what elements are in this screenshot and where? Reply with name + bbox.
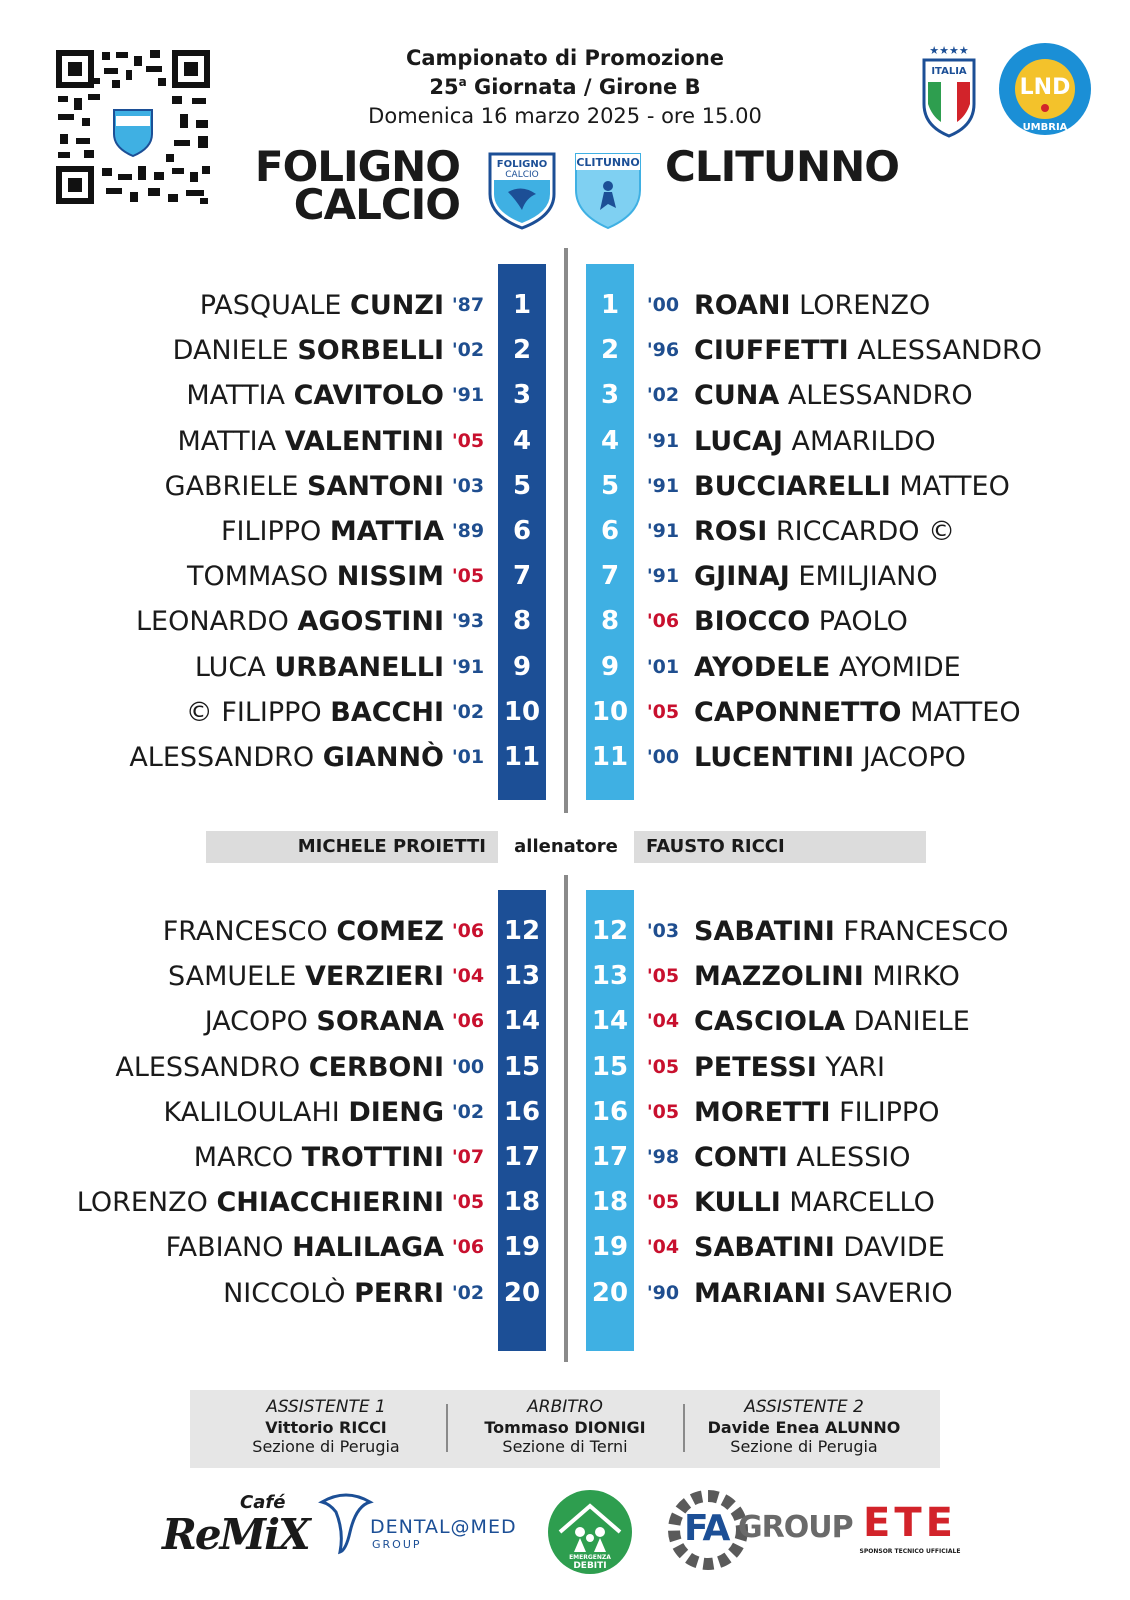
player-last-name: NISSIM <box>336 561 444 592</box>
away-player-number: 2 <box>600 335 620 365</box>
home-player-year: '91 <box>451 384 485 406</box>
sponsor-dentalmed[interactable] <box>316 1488 530 1568</box>
home-player-year: '00 <box>451 1056 485 1078</box>
away-player-year: '03 <box>646 920 680 942</box>
away-player-year: '05 <box>646 1056 680 1078</box>
official-section: Sezione di Perugia <box>252 1437 400 1456</box>
home-player-name <box>187 554 444 599</box>
home-player-name <box>200 283 444 328</box>
player-first-name: TOMMASO <box>186 561 329 592</box>
away-player-year: '06 <box>646 610 680 632</box>
home-player-number: 17 <box>503 1142 541 1172</box>
player-first-name: PAOLO <box>818 606 908 637</box>
player-last-name: GIANNÒ <box>322 742 444 773</box>
player-last-name: CAPONNETTO <box>694 697 902 728</box>
away-player-name <box>694 954 960 999</box>
player-first-name: PASQUALE <box>199 290 342 321</box>
player-last-name: VERZIERI <box>304 961 444 992</box>
home-player-number: 2 <box>512 335 532 365</box>
home-player-year: '01 <box>451 746 485 768</box>
home-player-year: '04 <box>451 965 485 987</box>
player-first-name: RICCARDO <box>775 516 920 547</box>
away-player-number: 4 <box>600 426 620 456</box>
captain-icon: © <box>928 516 956 547</box>
home-player-year: '87 <box>451 294 485 316</box>
home-player-name <box>115 1045 444 1090</box>
official-name: Vittorio RICCI <box>265 1418 387 1437</box>
away-player-year: '01 <box>646 656 680 678</box>
player-last-name: CIUFFETTI <box>694 335 849 366</box>
away-player-year: '05 <box>646 1101 680 1123</box>
player-first-name: ALESSIO <box>796 1142 911 1173</box>
away-player-name <box>694 645 961 690</box>
player-first-name: MATTIA <box>177 426 277 457</box>
player-first-name: LORENZO <box>76 1187 208 1218</box>
assistant-1 <box>206 1396 446 1456</box>
player-last-name: MARIANI <box>694 1278 827 1309</box>
official-role: ASSISTENTE 1 <box>266 1397 386 1417</box>
home-player-number: 20 <box>503 1278 541 1308</box>
home-player-number: 16 <box>503 1097 541 1127</box>
player-last-name: DIENG <box>348 1097 444 1128</box>
player-first-name: MATTIA <box>186 380 286 411</box>
player-last-name: BUCCIARELLI <box>694 471 891 502</box>
home-player-number: 9 <box>512 652 532 682</box>
player-first-name: JACOPO <box>204 1006 308 1037</box>
sponsor-remix-cafe[interactable] <box>162 1488 309 1568</box>
away-player-year: '05 <box>646 965 680 987</box>
official-section: Sezione di Perugia <box>730 1437 878 1456</box>
player-last-name: BIOCCO <box>694 606 811 637</box>
player-first-name: FABIANO <box>165 1232 284 1263</box>
home-player-name <box>221 509 444 554</box>
player-last-name: MORETTI <box>694 1097 831 1128</box>
emergenza-text: EMERGENZA <box>569 1554 611 1561</box>
player-first-name: ALESSANDRO <box>857 335 1043 366</box>
player-first-name: MATTEO <box>910 697 1021 728</box>
home-player-name <box>164 1090 444 1135</box>
home-player-year: '07 <box>451 1146 485 1168</box>
svg-text:LND: LND <box>1019 75 1071 100</box>
svg-text:ITALIA: ITALIA <box>931 66 967 77</box>
home-player-year: '89 <box>451 520 485 542</box>
player-first-name: SAVERIO <box>834 1278 953 1309</box>
official-name: Davide Enea ALUNNO <box>707 1418 901 1437</box>
player-last-name: SABATINI <box>694 916 835 947</box>
officials-panel <box>190 1390 940 1468</box>
away-player-name <box>694 735 966 780</box>
player-last-name: CASCIOLA <box>694 1006 846 1037</box>
away-player-number: 10 <box>591 697 629 727</box>
home-player-year: '93 <box>451 610 485 632</box>
sponsor-fa-text: FA <box>684 1508 729 1549</box>
away-player-name <box>694 1180 935 1225</box>
away-player-number: 17 <box>591 1142 629 1172</box>
player-last-name: CUNZI <box>350 290 444 321</box>
player-last-name: ROSI <box>694 516 768 547</box>
away-player-name <box>694 1135 911 1180</box>
center-divider-top <box>564 248 568 813</box>
away-player-year: '90 <box>646 1282 680 1304</box>
round-number: 25 <box>429 75 459 99</box>
player-first-name: MATTEO <box>899 471 1010 502</box>
home-player-name <box>165 464 444 509</box>
player-first-name: MIRKO <box>872 961 960 992</box>
home-player-year: '06 <box>451 1236 485 1258</box>
lnd-umbria-logo <box>998 42 1092 136</box>
home-player-year: '02 <box>451 1101 485 1123</box>
player-last-name: PETESSI <box>694 1052 817 1083</box>
away-player-name <box>694 328 1042 373</box>
official-role: ASSISTENTE 2 <box>744 1397 864 1417</box>
away-player-name <box>694 1090 939 1135</box>
home-player-name <box>136 599 444 644</box>
away-player-name <box>694 509 955 554</box>
match-date-time: Domenica 16 marzo 2025 - ore 15.00 <box>368 104 762 128</box>
player-last-name: VALENTINI <box>284 426 444 457</box>
home-player-year: '06 <box>451 920 485 942</box>
away-player-year: '96 <box>646 339 680 361</box>
away-player-year: '91 <box>646 475 680 497</box>
player-last-name: ROANI <box>694 290 791 321</box>
away-player-name <box>694 909 1008 954</box>
player-last-name: LUCENTINI <box>694 742 855 773</box>
player-first-name: LUCA <box>194 652 266 683</box>
player-first-name: MARCO <box>193 1142 294 1173</box>
home-player-name <box>195 645 444 690</box>
home-player-number: 12 <box>503 916 541 946</box>
away-team-name: CLITUNNO <box>665 142 899 191</box>
home-player-year: '02 <box>451 701 485 723</box>
player-first-name: DAVIDE <box>843 1232 945 1263</box>
player-last-name: BACCHI <box>330 697 444 728</box>
away-player-number: 1 <box>600 290 620 320</box>
player-first-name: FRANCESCO <box>843 916 1009 947</box>
away-player-year: '91 <box>646 520 680 542</box>
player-last-name: MAZZOLINI <box>694 961 864 992</box>
player-first-name: SAMUELE <box>168 961 297 992</box>
player-last-name: AYODELE <box>694 652 831 683</box>
home-player-year: '05 <box>451 430 485 452</box>
away-player-number: 15 <box>591 1052 629 1082</box>
away-player-year: '04 <box>646 1236 680 1258</box>
round-info <box>300 75 830 99</box>
away-player-year: '00 <box>646 746 680 768</box>
sponsor-emergenza-debiti[interactable] <box>546 1488 634 1578</box>
home-team-line2: CALCIO <box>293 180 460 229</box>
home-team-badge <box>486 150 558 230</box>
sponsor-fa-group[interactable] <box>666 1488 853 1574</box>
home-player-number: 1 <box>512 290 532 320</box>
away-player-number: 9 <box>600 652 620 682</box>
home-player-number: 15 <box>503 1052 541 1082</box>
round-suffix: a <box>458 75 467 89</box>
home-player-year: '05 <box>451 565 485 587</box>
player-last-name: AGOSTINI <box>297 606 444 637</box>
player-first-name: ALESSANDRO <box>787 380 973 411</box>
player-last-name: CONTI <box>694 1142 788 1173</box>
player-first-name: GABRIELE <box>164 471 299 502</box>
home-player-name <box>129 735 444 780</box>
home-player-number: 6 <box>512 516 532 546</box>
home-coach: MICHELE PROIETTI <box>206 831 498 863</box>
home-player-number: 14 <box>503 1006 541 1036</box>
away-team-badge <box>572 150 644 230</box>
away-player-number: 11 <box>591 742 629 772</box>
player-first-name: LORENZO <box>799 290 931 321</box>
home-player-name <box>194 1135 444 1180</box>
qr-code[interactable] <box>54 48 212 206</box>
player-first-name: AYOMIDE <box>838 652 961 683</box>
player-first-name: YARI <box>825 1052 886 1083</box>
player-last-name: GJINAJ <box>694 561 790 592</box>
player-first-name: FRANCESCO <box>162 916 328 947</box>
sponsor-dentalmed-text: DENTAL@MED <box>370 1516 517 1538</box>
home-player-number: 11 <box>503 742 541 772</box>
away-player-name <box>694 1225 945 1270</box>
debiti-text: DEBITI <box>573 1561 607 1571</box>
away-player-number: 8 <box>600 606 620 636</box>
player-first-name: ALESSANDRO <box>129 742 315 773</box>
home-team-line1: FOLIGNO <box>254 142 460 191</box>
sponsor-ete[interactable] <box>850 1488 970 1568</box>
home-player-name <box>186 690 444 735</box>
away-player-year: '00 <box>646 294 680 316</box>
away-player-year: '91 <box>646 565 680 587</box>
home-player-number: 8 <box>512 606 532 636</box>
home-player-name <box>177 419 444 464</box>
player-last-name: TROTTINI <box>301 1142 444 1173</box>
player-last-name: CERBONI <box>308 1052 444 1083</box>
svg-text:UMBRIA: UMBRIA <box>1022 122 1068 133</box>
competition-title: Campionato di Promozione <box>405 46 725 70</box>
svg-text:CLITUNNO: CLITUNNO <box>576 156 640 169</box>
away-player-name <box>694 599 908 644</box>
player-last-name: CUNA <box>694 380 780 411</box>
player-first-name: EMILJIANO <box>798 561 938 592</box>
coach-label: allenatore <box>514 836 618 857</box>
player-first-name: FILIPPO <box>221 697 322 728</box>
home-player-number: 7 <box>512 561 532 591</box>
center-divider-bottom <box>564 875 568 1362</box>
away-player-year: '04 <box>646 1010 680 1032</box>
sponsor-ete-sub: SPONSOR TECNICO UFFICIALE <box>859 1548 961 1555</box>
player-first-name: LEONARDO <box>136 606 289 637</box>
player-last-name: SABATINI <box>694 1232 835 1263</box>
away-player-year: '98 <box>646 1146 680 1168</box>
svg-text:★★★★: ★★★★ <box>929 44 969 57</box>
away-player-year: '91 <box>646 430 680 452</box>
away-player-name <box>694 999 970 1044</box>
player-first-name: KALILOULAHI <box>163 1097 340 1128</box>
home-player-number: 4 <box>512 426 532 456</box>
player-last-name: COMEZ <box>336 916 444 947</box>
away-player-name <box>694 419 936 464</box>
svg-text:CALCIO: CALCIO <box>505 170 539 180</box>
player-first-name: AMARILDO <box>791 426 936 457</box>
away-player-year: '02 <box>646 384 680 406</box>
player-first-name: MARCELLO <box>789 1187 935 1218</box>
player-first-name: DANIELE <box>853 1006 970 1037</box>
player-last-name: PERRI <box>354 1278 444 1309</box>
home-player-name <box>77 1180 444 1225</box>
player-first-name: FILIPPO <box>221 516 322 547</box>
official-name: Tommaso DIONIGI <box>484 1418 646 1437</box>
away-player-name <box>694 1045 885 1090</box>
player-first-name: NICCOLÒ <box>223 1278 346 1309</box>
player-last-name: MATTIA <box>329 516 444 547</box>
home-player-number: 10 <box>503 697 541 727</box>
player-first-name: FILIPPO <box>839 1097 940 1128</box>
home-player-number: 5 <box>512 471 532 501</box>
away-player-number: 5 <box>600 471 620 501</box>
player-last-name: SANTONI <box>307 471 444 502</box>
home-player-year: '91 <box>451 656 485 678</box>
svg-text:FOLIGNO: FOLIGNO <box>496 159 548 170</box>
home-player-year: '02 <box>451 339 485 361</box>
official-section: Sezione di Terni <box>502 1437 628 1456</box>
away-player-number: 7 <box>600 561 620 591</box>
away-player-name <box>694 373 973 418</box>
away-player-number: 3 <box>600 380 620 410</box>
away-player-number: 20 <box>591 1278 629 1308</box>
away-player-number: 16 <box>591 1097 629 1127</box>
away-player-name <box>694 554 938 599</box>
dental-tooth-icon <box>316 1492 376 1556</box>
home-player-number: 3 <box>512 380 532 410</box>
away-player-year: '05 <box>646 1191 680 1213</box>
away-coach: FAUSTO RICCI <box>634 831 926 863</box>
referee <box>445 1396 685 1456</box>
player-last-name: SORBELLI <box>297 335 444 366</box>
player-last-name: KULLI <box>694 1187 781 1218</box>
home-player-year: '06 <box>451 1010 485 1032</box>
home-player-name <box>168 954 444 999</box>
away-player-number: 13 <box>591 961 629 991</box>
home-player-name <box>205 999 444 1044</box>
player-first-name: DANIELE <box>172 335 289 366</box>
player-first-name: JACOPO <box>862 742 966 773</box>
captain-icon: © <box>185 697 213 728</box>
home-player-name <box>186 373 444 418</box>
figc-logo <box>920 42 978 138</box>
home-player-name <box>173 328 444 373</box>
sponsor-ete-text: ETE <box>863 1500 957 1546</box>
player-last-name: CAVITOLO <box>293 380 444 411</box>
round-rest: Giornata / Girone B <box>466 75 701 99</box>
home-player-number: 13 <box>503 961 541 991</box>
home-player-name <box>166 1225 444 1270</box>
player-last-name: HALILAGA <box>292 1232 444 1263</box>
player-first-name: ALESSANDRO <box>115 1052 301 1083</box>
player-last-name: CHIACCHIERINI <box>216 1187 444 1218</box>
away-player-number: 19 <box>591 1232 629 1262</box>
away-player-name <box>694 1271 953 1316</box>
home-player-number: 19 <box>503 1232 541 1262</box>
home-player-name <box>223 1271 444 1316</box>
away-player-name <box>694 464 1010 509</box>
away-player-name <box>694 283 930 328</box>
away-player-name <box>694 690 1021 735</box>
home-player-year: '05 <box>451 1191 485 1213</box>
home-player-number: 18 <box>503 1187 541 1217</box>
sponsor-dentalmed-sub: GROUP <box>372 1538 422 1551</box>
home-team-name <box>254 142 460 229</box>
official-role: ARBITRO <box>527 1397 603 1417</box>
sponsor-group-text: GROUP <box>738 1510 853 1545</box>
home-player-name <box>163 909 444 954</box>
away-player-number: 18 <box>591 1187 629 1217</box>
away-player-number: 12 <box>591 916 629 946</box>
player-last-name: LUCAJ <box>694 426 783 457</box>
away-player-number: 6 <box>600 516 620 546</box>
home-player-year: '02 <box>451 1282 485 1304</box>
assistant-2 <box>684 1396 924 1456</box>
away-player-number: 14 <box>591 1006 629 1036</box>
home-player-year: '03 <box>451 475 485 497</box>
player-last-name: SORANA <box>316 1006 444 1037</box>
sponsor-remix-cafe-text: Café <box>240 1492 286 1513</box>
player-last-name: URBANELLI <box>274 652 444 683</box>
away-player-year: '05 <box>646 701 680 723</box>
sponsor-remix-text: ReMiX <box>162 1510 309 1559</box>
